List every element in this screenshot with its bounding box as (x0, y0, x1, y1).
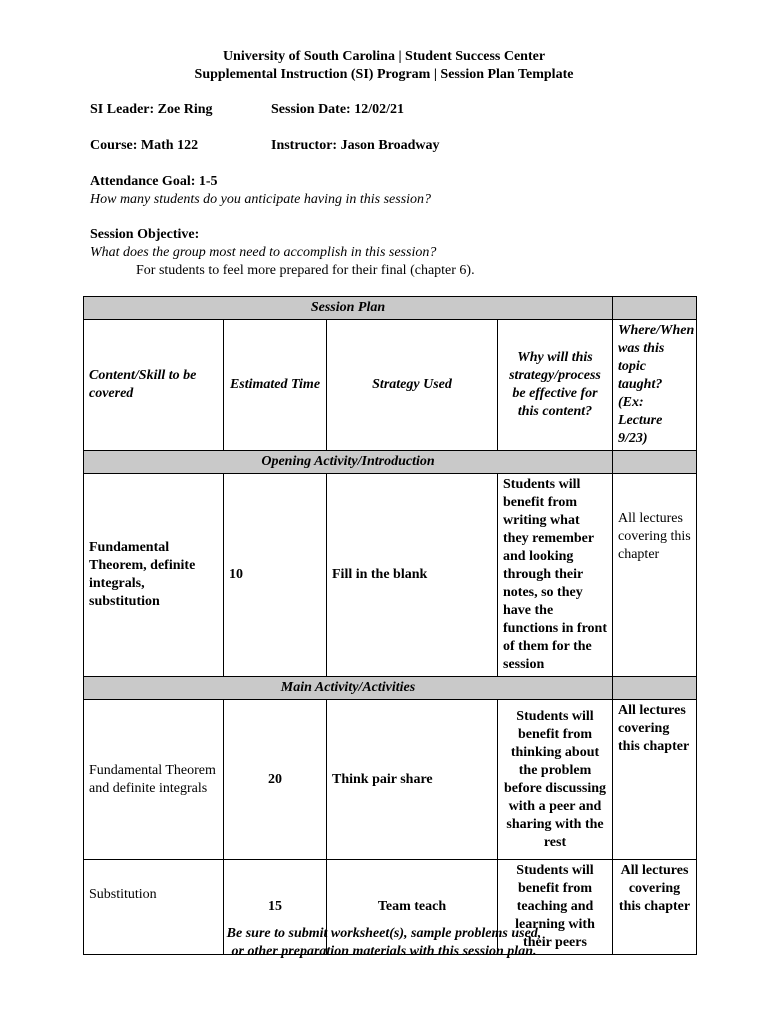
header-content: Content/Skill to be covered (84, 320, 224, 451)
session-plan-title: Session Plan (84, 297, 613, 320)
opening-content: Fundamental Theorem, definite integrals, substitution (84, 474, 224, 677)
header-line-2: Supplemental Instruction (SI) Program | Session Plan Template (194, 67, 574, 82)
objective-prompt: What does the group most need to accomplish in this session? (90, 245, 437, 260)
attendance-goal: Attendance Goal: 1-5 (90, 174, 218, 189)
header-time: Estimated Time (224, 320, 327, 451)
opening-time: 10 (224, 474, 327, 677)
main-row-1-why: Students will benefit from thinking about the problem before discussing with a peer and sharing with the rest (498, 700, 613, 860)
session-plan-table (83, 296, 697, 955)
attendance-prompt: How many students do you anticipate having in this session? (90, 192, 432, 207)
opening-section-label: Opening Activity/Introduction (84, 451, 613, 474)
opening-spacer (613, 451, 697, 474)
opening-strategy: Fill in the blank (327, 474, 498, 677)
footer-line-2: or other preparation materials with this session plan. (231, 944, 537, 959)
main-row-2-time: 15 (224, 860, 327, 955)
objective-label: Session Objective: (90, 227, 200, 242)
main-row-1-time: 20 (224, 700, 327, 860)
table-row (84, 700, 697, 860)
opening-where: All lectures covering this chapter (613, 474, 697, 677)
opening-why: Students will benefit from writing what they remember and looking through their notes, so they have the functions in front of them for the session (498, 474, 613, 677)
main-row-1-strategy: Think pair share (327, 700, 498, 860)
header-strategy: Strategy Used (327, 320, 498, 451)
main-row-2-strategy: Team teach (327, 860, 498, 955)
header-where: Where/When was this topic taught? (Ex: Lecture 9/23) (613, 320, 697, 451)
si-leader: SI Leader: Zoe Ring (90, 102, 213, 117)
title-spacer (613, 297, 697, 320)
objective-text: For students to feel more prepared for their final (chapter 6). (136, 263, 475, 278)
main-row-2-why: Students will benefit from teaching and learning with their peers (498, 860, 613, 955)
main-spacer (613, 677, 697, 700)
table-row (84, 474, 697, 677)
main-row-1-content: Fundamental Theorem and definite integrals (84, 700, 224, 860)
main-section-label: Main Activity/Activities (84, 677, 613, 700)
main-row-1-where: All lectures covering this chapter (613, 700, 697, 860)
header-why: Why will this strategy/process be effective for this content? (498, 320, 613, 451)
main-row-2-where: All lectures covering this chapter (613, 860, 697, 955)
header-line-1: University of South Carolina | Student Success Center (222, 49, 546, 64)
session-date: Session Date: 12/02/21 (271, 102, 404, 117)
main-row-2-content: Substitution (84, 860, 224, 955)
course: Course: Math 122 (90, 138, 199, 153)
instructor: Instructor: Jason Broadway (271, 138, 440, 153)
footer-line-1: Be sure to submit worksheet(s), sample problems used, (226, 926, 542, 941)
